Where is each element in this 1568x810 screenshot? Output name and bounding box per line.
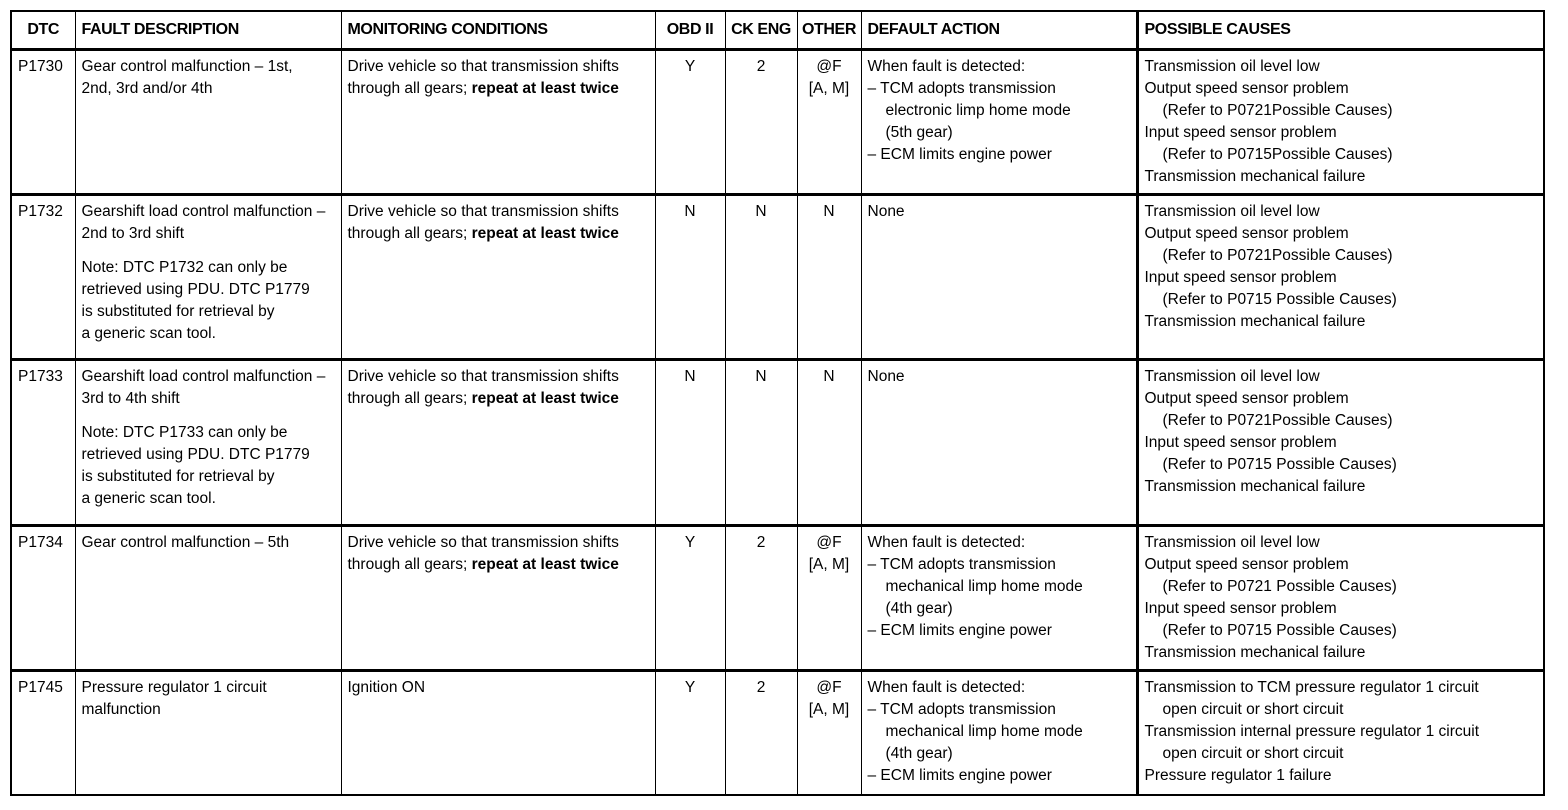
table-row — [11, 50, 1544, 195]
table-row — [11, 195, 1544, 360]
ck-eng-value: N — [725, 195, 797, 360]
other-value: N — [797, 360, 861, 526]
header-default-action: DEFAULT ACTION — [861, 11, 1137, 50]
possible-causes: Transmission oil level low Output speed sensor problem (Refer to P0721Possible Causes) Input speed sensor problem (Refer to P0715 Possible Causes) Transmission mechanical failure — [1137, 360, 1544, 526]
other-value: @F [A, M] — [797, 50, 861, 195]
dtc-code: P1733 — [11, 360, 75, 526]
ck-eng-value: N — [725, 360, 797, 526]
possible-causes: Transmission to TCM pressure regulator 1 circuit open circuit or short circuit Transmission internal pressure regulator 1 circuit open circuit or short circuit Pressure regulator 1 failure — [1137, 671, 1544, 795]
monitoring-conditions: Drive vehicle so that transmission shifts through all gears; repeat at least twice — [341, 195, 655, 360]
possible-causes: Transmission oil level low Output speed sensor problem (Refer to P0721Possible Causes) Input speed sensor problem (Refer to P0715 Possible Causes) Transmission mechanical failure — [1137, 195, 1544, 360]
header-possible-causes: POSSIBLE CAUSES — [1137, 11, 1544, 50]
fault-description: Gearshift load control malfunction – 3rd to 4th shift Note: DTC P1733 can only be retrieved using PDU. DTC P1779 is substituted for retrieval by a generic scan tool. — [75, 360, 341, 526]
other-value: N — [797, 195, 861, 360]
table-row — [11, 526, 1544, 671]
ck-eng-value: 2 — [725, 671, 797, 795]
other-value: @F [A, M] — [797, 671, 861, 795]
table-row — [11, 360, 1544, 526]
table-row — [11, 671, 1544, 795]
note-text: Note: DTC P1733 can only be — [81, 424, 288, 441]
default-action: None — [861, 360, 1137, 526]
obd-ii-value: Y — [655, 671, 725, 795]
header-ck-eng: CK ENG — [725, 11, 797, 50]
default-action: When fault is detected: – TCM adopts transmission mechanical limp home mode (4th gear) – ECM limits engine power — [861, 526, 1137, 671]
dtc-table — [10, 10, 1545, 796]
monitoring-conditions: Drive vehicle so that transmission shifts through all gears; repeat at least twice — [341, 526, 655, 671]
dtc-code: P1734 — [11, 526, 75, 671]
header-obd-ii: OBD II — [655, 11, 725, 50]
obd-ii-value: N — [655, 360, 725, 526]
header-monitoring-conditions: MONITORING CONDITIONS — [341, 11, 655, 50]
fault-description: Gear control malfunction – 1st, 2nd, 3rd and/or 4th — [75, 50, 341, 195]
obd-ii-value: N — [655, 195, 725, 360]
default-action: When fault is detected: – TCM adopts transmission mechanical limp home mode (4th gear) – ECM limits engine power — [861, 671, 1137, 795]
header-row — [11, 11, 1544, 50]
monitoring-conditions: Drive vehicle so that transmission shifts through all gears; repeat at least twice — [341, 50, 655, 195]
fault-description: Pressure regulator 1 circuit malfunction — [75, 671, 341, 795]
dtc-code: P1745 — [11, 671, 75, 795]
header-fault-description: FAULT DESCRIPTION — [75, 11, 341, 50]
monitoring-conditions: Ignition ON — [341, 671, 655, 795]
header-dtc: DTC — [11, 11, 75, 50]
dtc-code: P1730 — [11, 50, 75, 195]
header-other: OTHER — [797, 11, 861, 50]
ck-eng-value: 2 — [725, 526, 797, 671]
obd-ii-value: Y — [655, 50, 725, 195]
ck-eng-value: 2 — [725, 50, 797, 195]
fault-description: Gearshift load control malfunction – 2nd to 3rd shift Note: DTC P1732 can only be retrieved using PDU. DTC P1779 is substituted for retrieval by a generic scan tool. — [75, 195, 341, 360]
possible-causes: Transmission oil level low Output speed sensor problem (Refer to P0721Possible Causes) Input speed sensor problem (Refer to P0715Possible Causes) Transmission mechanical failure — [1137, 50, 1544, 195]
dtc-code: P1732 — [11, 195, 75, 360]
possible-causes: Transmission oil level low Output speed sensor problem (Refer to P0721 Possible Causes) Input speed sensor problem (Refer to P0715 Possible Causes) Transmission mechanical failure — [1137, 526, 1544, 671]
fault-description: Gear control malfunction – 5th — [75, 526, 341, 671]
monitoring-conditions: Drive vehicle so that transmission shifts through all gears; repeat at least twice — [341, 360, 655, 526]
default-action: None — [861, 195, 1137, 360]
default-action: When fault is detected: – TCM adopts transmission electronic limp home mode (5th gear) – ECM limits engine power — [861, 50, 1137, 195]
other-value: @F [A, M] — [797, 526, 861, 671]
note-text: Note: DTC P1732 can only be — [81, 259, 288, 276]
obd-ii-value: Y — [655, 526, 725, 671]
